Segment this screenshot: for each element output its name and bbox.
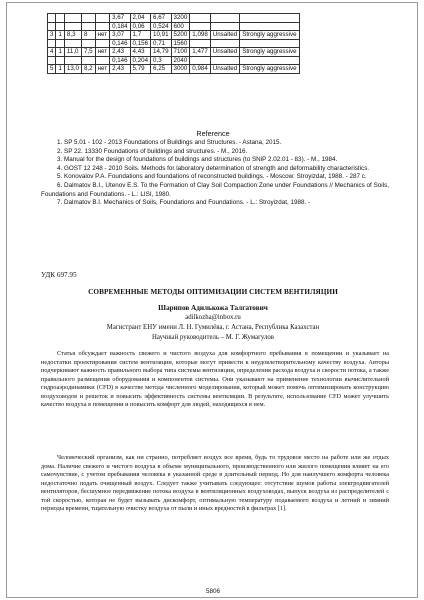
- reference-item: 3. Manual for the design of foundations of buildings and structures (to SNiP 2.02.01 - 83). - M., 1984.: [57, 156, 338, 164]
- table-row: [48, 48, 300, 57]
- author-name: Шарипов Адилькожа Талгатович: [158, 304, 268, 312]
- reference-item: 6. Dalmatov B.I., Utenov E.S. To the Formation of Clay Soil Compaction Zone under Foundations // Mechanics of Soils, Foundations and Foundations. - L.: LISI, 1980.: [41, 181, 389, 198]
- table-cell: 11,0: [64, 48, 81, 57]
- table-cell: 5200: [171, 31, 190, 40]
- table-cell: [95, 22, 110, 31]
- table-cell: 0,3: [151, 56, 171, 65]
- table-cell: [190, 22, 210, 31]
- table-cell: [81, 22, 95, 31]
- table-cell: [56, 14, 64, 23]
- table-cell: 0,146: [110, 56, 130, 65]
- table-cell: [240, 39, 299, 48]
- table-cell: 2,43: [110, 48, 130, 57]
- page-number: 5806: [205, 588, 220, 595]
- table-cell: 600: [171, 22, 190, 31]
- table-cell: 7100: [171, 48, 190, 57]
- soil-data-table: [47, 13, 300, 74]
- table-cell: 7,5: [81, 48, 95, 57]
- table-cell: 1560: [171, 39, 190, 48]
- table-cell: 0,204: [130, 56, 150, 65]
- table-cell: 5,79: [130, 65, 150, 74]
- table-cell: нет: [95, 48, 110, 57]
- table-cell: 3200: [171, 14, 190, 23]
- reference-item: 5. Konovalov P.A. Foundations and foundations of reconstructed buildings. - Moscow: Stroyizdat, 1988. - 287 c.: [57, 173, 367, 181]
- table-cell: [81, 56, 95, 65]
- table-cell: 13,0: [64, 65, 81, 74]
- table-cell: 4,43: [130, 48, 150, 57]
- table-cell: [240, 56, 299, 65]
- table-cell: 2,43: [110, 65, 130, 74]
- body-paragraph: Человеческий организм, как ни странно, потребляет воздух все время, будь то трудовое место на работе или же отдых дома. Наличие свежего и чистого воздуха в объеме муниципального, производственного или жилого помещения влияет на его самочувствие, с учетом пребывания человека в указанной среде в длительный период. Но для наилучшего комфорта человека недостаточно подать очищенный воздух. Следует также учитывать следующее: отсутствие шумов работы электродвигателей вентиляторов, бесшумное передвижение потока воздуха в вентиляционных воздуховодах, выпуск воздуха из распределителей с той скоростью, которая не будет вызывать дискомфорт, оптимальную температуру подаваемого воздуха и летний и зимний периоды времени, тщательную очистку воздуха от пыли и иных вредностей в фильтрах [1].: [41, 454, 389, 513]
- table-cell: 10,91: [151, 31, 171, 40]
- table-cell: 0,524: [151, 22, 171, 31]
- table-cell: [210, 14, 239, 23]
- abstract-paragraph: Статья обсуждает важность свежего и чистого воздуха для комфортного пребывания в помещении и указывает на недостатки проектирования систем вентиляции, которые могут привести к неудовлетворительному качеству воздуха. Авторы подчеркивают важность правильного выбора типа системы вентиляции, определения расхода воздуха и скорости потока, а также правильного размещения оборудования и компонентов системы. Они указывают на применение технологии вычислительной гидроаэродинамики (CFD) в качестве метода численного моделирования, который может помочь оптимизировать конструкцию воздуховодов и решеток и повысить эффективность системы вентиляции. В результате, использование CFD может улучшить качество воздуха в помещении и повысить комфорт для людей, находящихся в нем.: [41, 350, 389, 409]
- table-cell: 1: [56, 65, 64, 74]
- table-row: [48, 31, 300, 40]
- udk-code: УДК 697.95: [41, 271, 77, 279]
- table-cell: нет: [95, 31, 110, 40]
- document-page: [6, 2, 418, 598]
- table-cell: Unsalted: [210, 65, 239, 74]
- table-cell: нет: [95, 65, 110, 74]
- table-cell: 6,25: [151, 65, 171, 74]
- table-cell: [64, 39, 81, 48]
- table-cell: 1,477: [190, 48, 210, 57]
- table-cell: [95, 56, 110, 65]
- table-cell: 0,984: [190, 65, 210, 74]
- table-cell: 4: [48, 48, 56, 57]
- table-row: [48, 14, 300, 23]
- table-cell: [95, 14, 110, 23]
- table-cell: [240, 22, 299, 31]
- table-cell: [48, 14, 56, 23]
- table-cell: [56, 56, 64, 65]
- table-cell: Unsalted: [210, 48, 239, 57]
- table-cell: 0,06: [130, 22, 150, 31]
- article-title: СОВРЕМЕННЫЕ МЕТОДЫ ОПТИМИЗАЦИИ СИСТЕМ ВЕНТИЛЯЦИИ: [88, 288, 338, 296]
- article-body: [41, 454, 389, 514]
- table-cell: 6,67: [151, 14, 171, 23]
- table-cell: [64, 14, 81, 23]
- table-cell: 1,098: [190, 31, 210, 40]
- table-cell: 0,71: [151, 39, 171, 48]
- table-cell: 8,3: [64, 31, 81, 40]
- scientific-advisor: Научный руководитель – М. Г. Жумагулов: [152, 334, 274, 341]
- table-cell: [190, 14, 210, 23]
- references-list: [41, 139, 389, 208]
- table-row: [48, 56, 300, 65]
- table-cell: [56, 22, 64, 31]
- table-cell: [95, 39, 110, 48]
- table-row: [48, 65, 300, 74]
- table-cell: [190, 56, 210, 65]
- reference-item: 4. GOST 12 248 - 2010 Soils. Methods for laboratory determination of strength and deformability characteristics.: [57, 164, 370, 172]
- table-cell: 3,07: [110, 31, 130, 40]
- table-cell: Strongly aggressive: [240, 31, 299, 40]
- references-title: Reference: [196, 129, 230, 138]
- author-affiliation: Магистрант ЕНУ имени Л. Н. Гумилёва, г. Астана, Республика Казахстан: [106, 324, 320, 331]
- table-cell: [210, 56, 239, 65]
- table-cell: 8: [81, 31, 95, 40]
- table-cell: [210, 39, 239, 48]
- table-cell: [210, 22, 239, 31]
- table-cell: Unsalted: [210, 31, 239, 40]
- table-cell: [48, 22, 56, 31]
- table-cell: 0,156: [130, 39, 150, 48]
- article-abstract: [41, 350, 389, 410]
- reference-item: 7. Dalmatov B.I. Mechanics of Soils, Foundations and Foundations. - L.: Stroyizdat, 1988. -: [57, 199, 311, 207]
- table-cell: 0,146: [110, 39, 130, 48]
- reference-item: 1. SP 5.01 - 102 - 2013 Foundations of Buildings and Structures. - Astana, 2015.: [57, 139, 282, 146]
- table-cell: 0,184: [110, 22, 130, 31]
- table-cell: [48, 56, 56, 65]
- table-cell: [240, 14, 299, 23]
- table-cell: [190, 39, 210, 48]
- table-cell: Strongly aggressive: [240, 48, 299, 57]
- table-cell: 14,79: [151, 48, 171, 57]
- table-cell: [81, 14, 95, 23]
- table-cell: 5: [48, 65, 56, 74]
- table-cell: 1,7: [130, 31, 150, 40]
- table-cell: [48, 39, 56, 48]
- table-cell: 2040: [171, 56, 190, 65]
- table-cell: 8,2: [81, 65, 95, 74]
- table-cell: [64, 56, 81, 65]
- table-cell: 2,04: [130, 14, 150, 23]
- table-cell: [81, 39, 95, 48]
- reference-item: 2. SP 22. 13330 Foundations of buildings and structures. - M., 2016.: [57, 147, 248, 155]
- table-row: [48, 39, 300, 48]
- table-cell: 1: [56, 48, 64, 57]
- table-cell: [56, 39, 64, 48]
- table-cell: 3,67: [110, 14, 130, 23]
- table-row: [48, 22, 300, 31]
- table-cell: 1: [56, 31, 64, 40]
- table-cell: 3: [48, 31, 56, 40]
- author-email: adilkozha@inbox.ru: [185, 314, 241, 321]
- table-cell: [64, 22, 81, 31]
- table-cell: 3000: [171, 65, 190, 74]
- table-cell: Strongly aggressive: [240, 65, 299, 74]
